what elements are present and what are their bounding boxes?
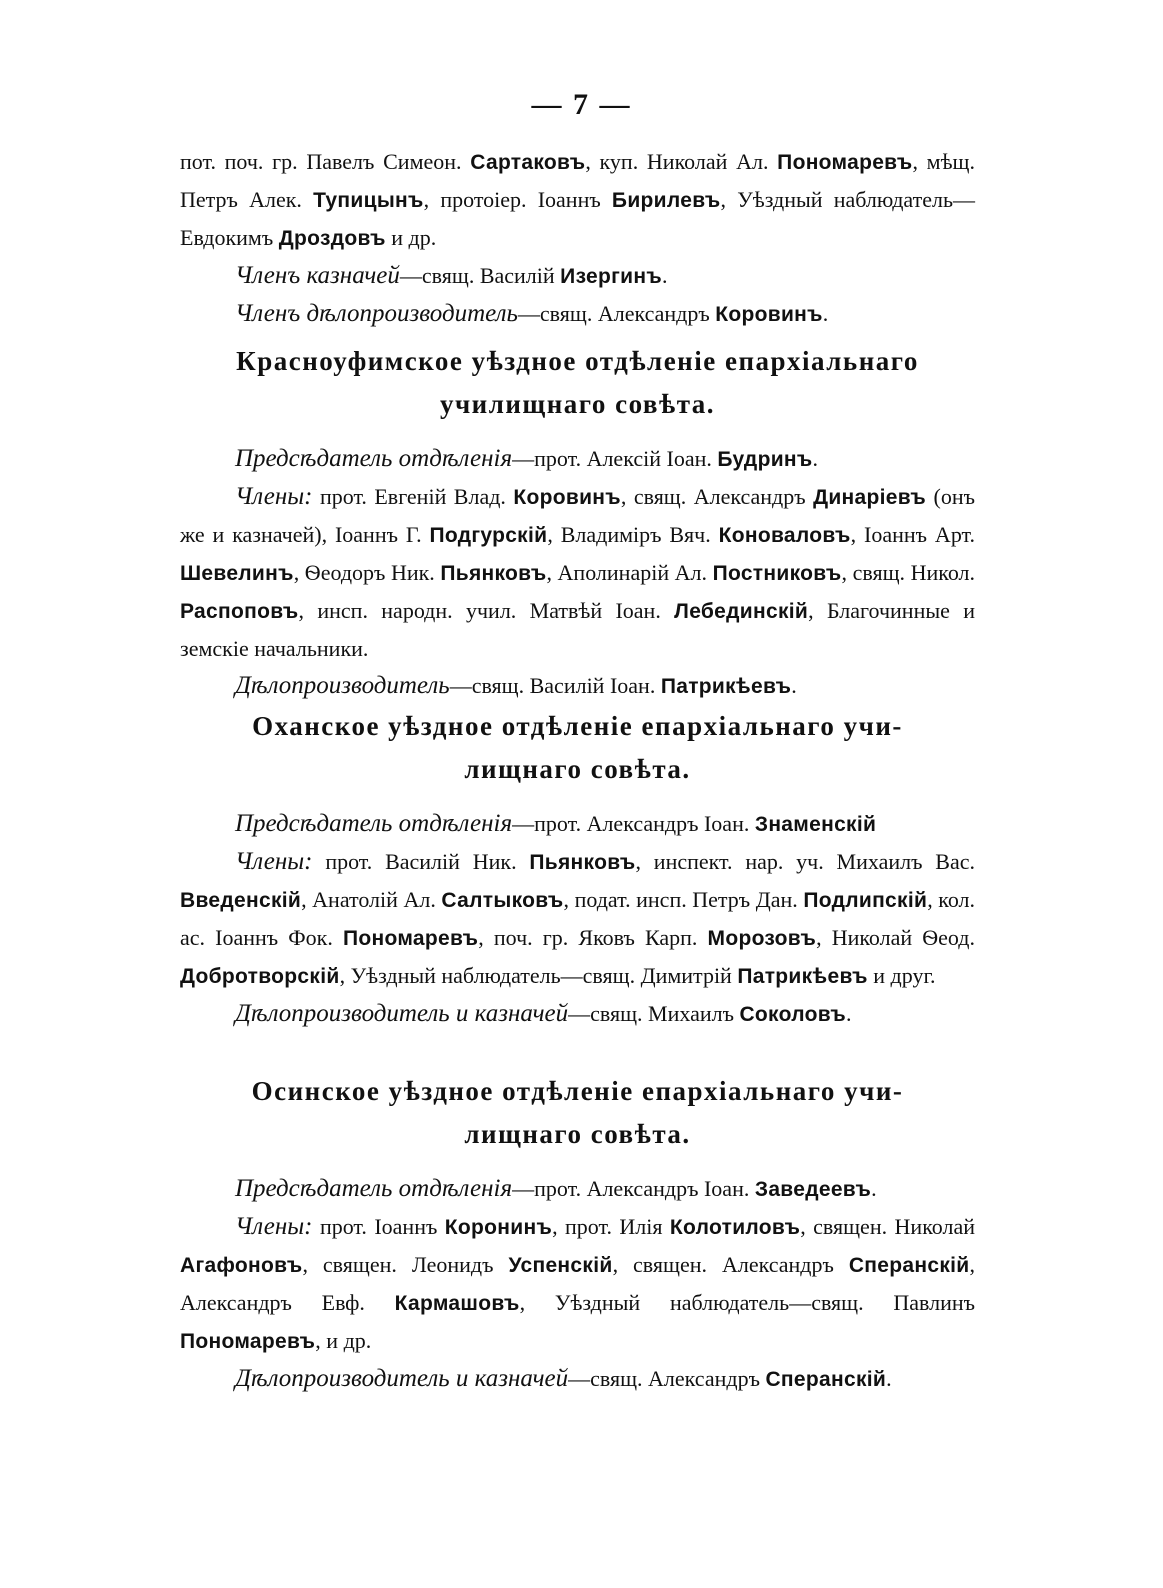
role-label: Дѣлопроизводитель и казначей — [235, 1000, 569, 1027]
text: , Уѣздный наблюдатель—Евдокимъ — [180, 187, 975, 250]
section-heading-okhansk — [180, 705, 975, 791]
text: , протоіер. Іоаннъ — [423, 187, 612, 212]
section-body-osa — [180, 1170, 975, 1398]
surname: Шевелинъ — [180, 562, 294, 585]
surname: Распоповъ — [180, 600, 299, 623]
section-body-okhansk — [180, 805, 975, 1033]
heading-line: Оханское уѣздное отдѣленіе епархіальнаго учи- — [252, 711, 903, 741]
surname: Динаріевъ — [813, 486, 927, 509]
text: —прот. Алексій Іоан. — [512, 446, 718, 471]
text: , куп. Николай Ал. — [585, 149, 778, 174]
surname: Заведеевъ — [754, 1178, 872, 1201]
heading-line: Красноуфимское уѣздное отдѣленіе епархіальнаго — [236, 346, 919, 376]
intro-paragraph — [180, 143, 975, 257]
text: , Благочинные и земскіе начальники. — [180, 598, 975, 661]
surname: Изергинъ — [560, 265, 662, 288]
surname: Сперанскій — [765, 1368, 887, 1391]
text: —свящ. Василій — [399, 263, 561, 288]
surname: Агафоновъ — [180, 1254, 303, 1277]
text: , Уѣздный наблюдатель—свящ. Димитрій — [339, 963, 738, 988]
clerk-line — [180, 295, 975, 333]
role-label: Члены: — [235, 1213, 313, 1240]
text: , священ. Николай — [800, 1214, 975, 1239]
surname: Патрикѣевъ — [737, 965, 868, 988]
text: —свящ. Александръ — [568, 1366, 766, 1391]
role-label: Дѣлопроизводитель — [235, 672, 450, 699]
text: , священ. Леонидъ — [302, 1252, 509, 1277]
text: —свящ. Михаилъ — [568, 1001, 740, 1026]
surname: Знаменскій — [754, 813, 877, 836]
surname: Введенскій — [180, 889, 302, 912]
members-paragraph — [180, 843, 975, 995]
text: . — [871, 1176, 877, 1201]
role-label: Члены: — [235, 848, 313, 875]
text: , Анатолій Ал. — [301, 887, 442, 912]
surname: Кармашовъ — [394, 1292, 520, 1315]
heading-line: Осинское уѣздное отдѣленіе епархіальнаго учи- — [251, 1076, 904, 1106]
surname: Соколовъ — [739, 1003, 846, 1026]
text: , Ѳеодоръ Ник. — [293, 560, 441, 585]
surname: Пьянковъ — [529, 851, 636, 874]
text: , инсп. народн. учил. Матвѣй Іоан. — [298, 598, 675, 623]
text: пот. поч. гр. Павелъ Симеон. — [180, 149, 471, 174]
text: , Александръ Евф. — [180, 1252, 975, 1315]
surname: Тупицынъ — [313, 189, 424, 212]
surname: Патрикѣевъ — [660, 675, 792, 698]
treasurer-line — [180, 257, 975, 295]
surname: Коноваловъ — [718, 524, 851, 547]
surname: Коровинъ — [513, 486, 621, 509]
role-label: Дѣлопроизводитель и казначей — [235, 1365, 569, 1392]
role-label: Членъ дѣлопроизводитель — [235, 300, 518, 327]
clerk-treasurer-line — [180, 1360, 975, 1398]
page-number: — 7 — — [531, 88, 632, 121]
role-label: Предсѣдатель отдѣленія — [235, 445, 513, 472]
heading-line: училищнаго совѣта. — [439, 389, 716, 419]
text: , мѣщ. Петръ Алек. — [180, 149, 975, 212]
section-heading-krasnoufimsk — [180, 340, 975, 426]
text: , Николай Ѳеод. — [816, 925, 975, 950]
text: прот. Евгеній Влад. — [312, 484, 514, 509]
text: (онъ же и казначей), Іоаннъ Г. — [180, 484, 975, 547]
text: прот. Іоаннъ — [312, 1214, 445, 1239]
surname: Сартаковъ — [470, 151, 586, 174]
surname: Добротворскій — [180, 965, 340, 988]
chairman-line — [180, 1170, 975, 1208]
surname: Пономаревъ — [342, 927, 479, 950]
surname: Салтыковъ — [441, 889, 564, 912]
text: , Уѣздный наблюдатель—свящ. Павлинъ — [519, 1290, 976, 1315]
surname: Пономаревъ — [777, 151, 913, 174]
text: , свящ. Никол. — [841, 560, 976, 585]
surname: Дроздовъ — [278, 227, 386, 250]
surname: Сперанскій — [848, 1254, 970, 1277]
role-label: Членъ казначей — [235, 262, 400, 289]
text: . — [812, 446, 818, 471]
text: . — [886, 1366, 892, 1391]
clerk-treasurer-line — [180, 995, 975, 1033]
members-paragraph — [180, 1208, 975, 1360]
text: . — [846, 1001, 852, 1026]
surname: Пономаревъ — [180, 1330, 316, 1353]
surname: Будринъ — [717, 448, 813, 471]
text: , священ. Александръ — [612, 1252, 849, 1277]
text: . — [822, 301, 829, 326]
members-paragraph — [180, 478, 975, 667]
text: , Аполинарій Ал. — [546, 560, 713, 585]
text: и друг. — [867, 963, 936, 988]
role-label: Члены: — [235, 483, 313, 510]
text: , кол. ас. Іоаннъ Фок. — [180, 887, 976, 950]
section-body-krasnoufimsk — [180, 440, 975, 705]
surname: Бирилевъ — [611, 189, 721, 212]
text: —свящ. Александръ — [517, 301, 716, 326]
text: —прот. Александръ Іоан. — [512, 1176, 755, 1201]
surname: Морозовъ — [707, 927, 817, 950]
surname: Коронинъ — [444, 1216, 553, 1239]
surname: Успенскій — [508, 1254, 613, 1277]
surname: Коровинъ — [715, 303, 823, 326]
text: , Владиміръ Вяч. — [547, 522, 719, 547]
heading-line: лищнаго совѣта. — [464, 1119, 691, 1149]
text: прот. Василій Ник. — [312, 849, 530, 874]
heading-line: лищнаго совѣта. — [464, 754, 691, 784]
text: , и др. — [315, 1328, 372, 1353]
text: —свящ. Василій Іоан. — [449, 673, 661, 698]
surname: Колотиловъ — [669, 1216, 801, 1239]
text: . — [791, 673, 797, 698]
role-label: Предсѣдатель отдѣленія — [235, 810, 513, 837]
surname: Лебединскій — [674, 600, 809, 623]
text: , поч. гр. Яковъ Карп. — [478, 925, 708, 950]
surname: Пьянковъ — [440, 562, 547, 585]
text: , прот. Илія — [552, 1214, 670, 1239]
section-heading-osa — [180, 1070, 975, 1156]
chairman-line — [180, 805, 975, 843]
text: , подат. инсп. Петръ Дан. — [563, 887, 804, 912]
surname: Постниковъ — [712, 562, 842, 585]
text: —прот. Александръ Іоан. — [512, 811, 755, 836]
clerk-line — [180, 667, 975, 705]
text: и др. — [385, 225, 437, 250]
role-label: Предсѣдатель отдѣленія — [235, 1175, 513, 1202]
text: , инспект. нар. уч. Михаилъ Вас. — [635, 849, 975, 874]
chairman-line — [180, 440, 975, 478]
surname: Подгурскій — [429, 524, 548, 547]
surname: Подлипскій — [803, 889, 928, 912]
text: , свящ. Александръ — [620, 484, 814, 509]
intro-section — [180, 143, 975, 333]
text: . — [661, 263, 668, 288]
text: , Іоаннъ Арт. — [850, 522, 975, 547]
